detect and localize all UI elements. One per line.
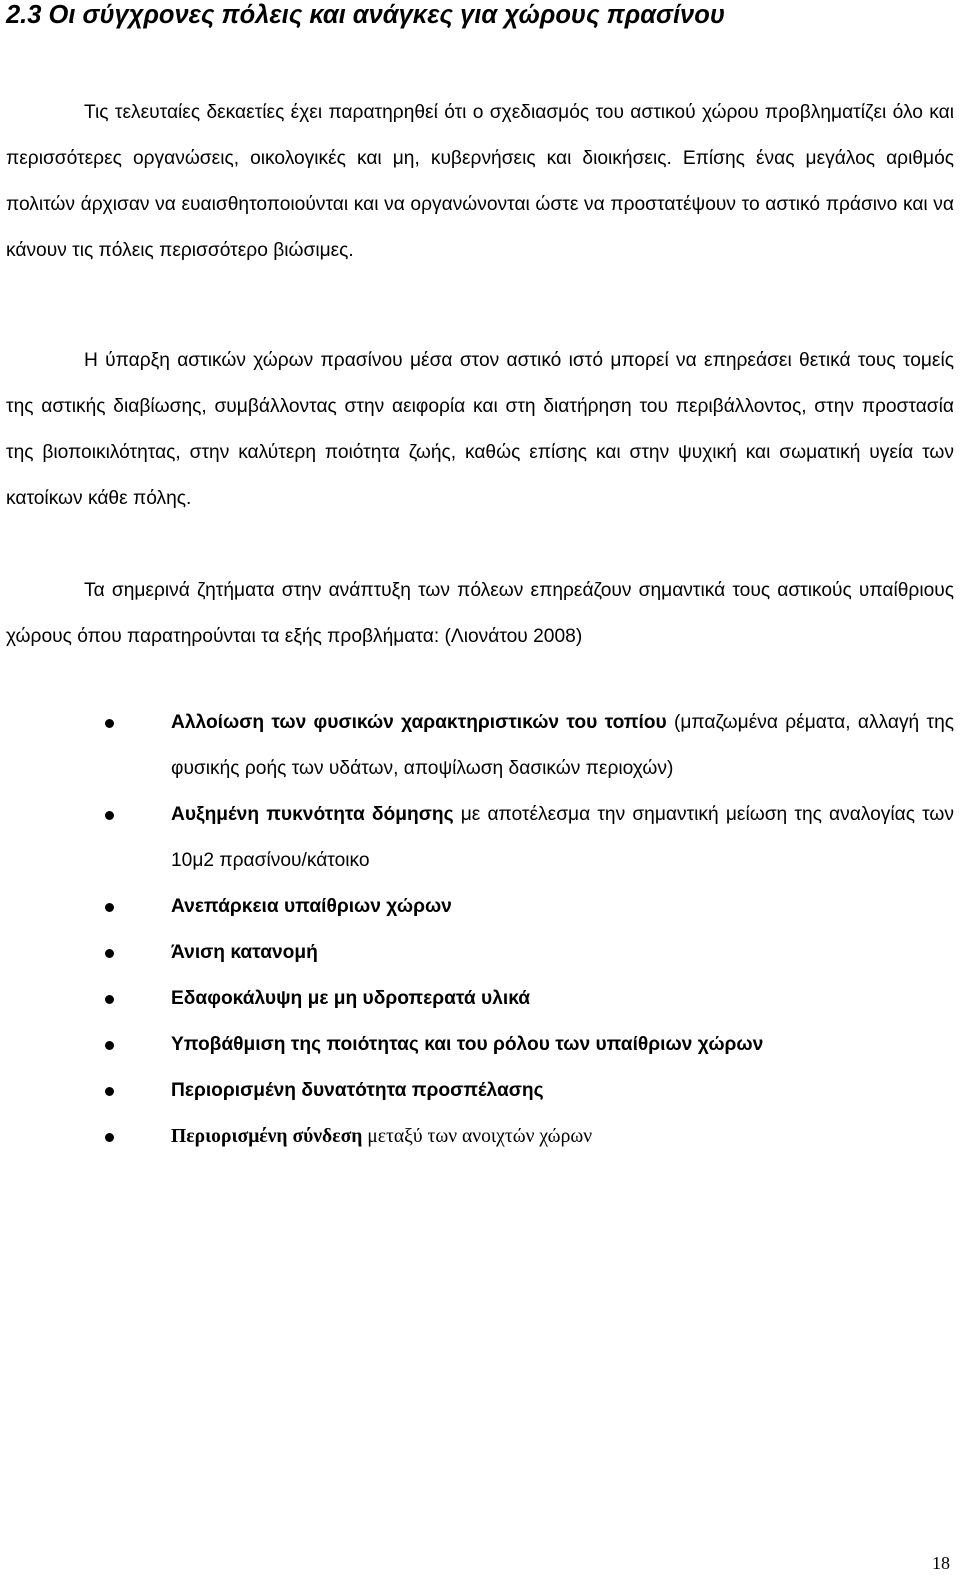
- list-item: [0, 930, 954, 976]
- bullet-icon: [105, 811, 114, 820]
- bullet-icon: [105, 903, 114, 912]
- problems-list: [0, 700, 960, 1160]
- list-item-bold: Ανεπάρκεια υπαίθριων χώρων: [171, 896, 452, 917]
- list-item-bold: Αυξημένη πυκνότητα δόμησης: [171, 804, 454, 825]
- list-item: [0, 792, 954, 884]
- list-item: [0, 884, 954, 930]
- bullet-icon: [105, 949, 114, 958]
- list-item-bold: Άνιση κατανομή: [171, 942, 318, 963]
- list-item-text: μεταξύ των ανοιχτών χώρων: [362, 1126, 593, 1147]
- bullet-icon: [105, 1087, 114, 1096]
- section-heading: 2.3 Οι σύγχρονες πόλεις και ανάγκες για χώρους πρασίνου: [6, 1, 725, 29]
- list-item: [0, 1068, 954, 1114]
- paragraph-intro: Τις τελευταίες δεκαετίες έχει παρατηρηθεί ότι ο σχεδιασμός του αστικού χώρου προβληματίζει όλο και περισσότερες οργανώσεις, οικολογικές και μη, κυβερνήσεις και διοικήσεις. Επίσης ένας μεγάλος αριθμός πολιτών άρχισαν να ευαισθητοποιούνται και να οργανώνονται ώστε να προστατέψουν το αστικό πράσινο και να κάνουν τις πόλεις περισσότερο βιώσιμες.: [6, 102, 954, 261]
- list-item-bold: Περιορισμένη δυνατότητα προσπέλασης: [171, 1080, 544, 1101]
- bullet-icon: [105, 719, 114, 728]
- page-number: 18: [932, 1553, 950, 1573]
- list-item: [0, 1114, 954, 1160]
- list-item-bold: Υποβάθμιση της ποιότητας και του ρόλου των υπαίθριων χώρων: [171, 1034, 764, 1055]
- list-item-bold: Αλλοίωση των φυσικών χαρακτηριστικών του τοπίου: [171, 712, 667, 733]
- list-item-bold: Περιορισμένη σύνδεση: [171, 1126, 363, 1147]
- paragraph-problems: Τα σημερινά ζητήματα στην ανάπτυξη των πόλεων επηρεάζουν σημαντικά τους αστικούς υπαίθριους χώρους όπου παρατηρούνται τα εξής προβλήματα: (Λιονάτου 2008): [6, 580, 954, 647]
- list-item-text: (μπαζωμένα ρέματα, αλλαγή της φυσικής ροής των υδάτων, αποψίλωση δασικών περιοχών): [171, 712, 954, 779]
- list-item: [0, 700, 954, 792]
- bullet-icon: [105, 995, 114, 1004]
- list-item-bold: Εδαφοκάλυψη με μη υδροπερατά υλικά: [171, 988, 531, 1009]
- list-item: [0, 976, 954, 1022]
- bullet-icon: [105, 1133, 114, 1142]
- list-item: [0, 1022, 954, 1068]
- list-item-text: με αποτέλεσμα την σημαντική μείωση της αναλογίας των 10μ2 πρασίνου/κάτοικο: [171, 804, 954, 871]
- paragraph-green-spaces: Η ύπαρξη αστικών χώρων πρασίνου μέσα στον αστικό ιστό μπορεί να επηρεάσει θετικά τους τομείς της αστικής διαβίωσης, συμβάλλοντας στην αειφορία και στη διατήρηση του περιβάλλοντος, στην προστασία της βιοποικιλότητας, στην καλύτερη ποιότητα ζωής, καθώς επίσης και στην ψυχική και σωματική υγεία των κατοίκων κάθε πόλης.: [6, 350, 954, 509]
- bullet-icon: [105, 1041, 114, 1050]
